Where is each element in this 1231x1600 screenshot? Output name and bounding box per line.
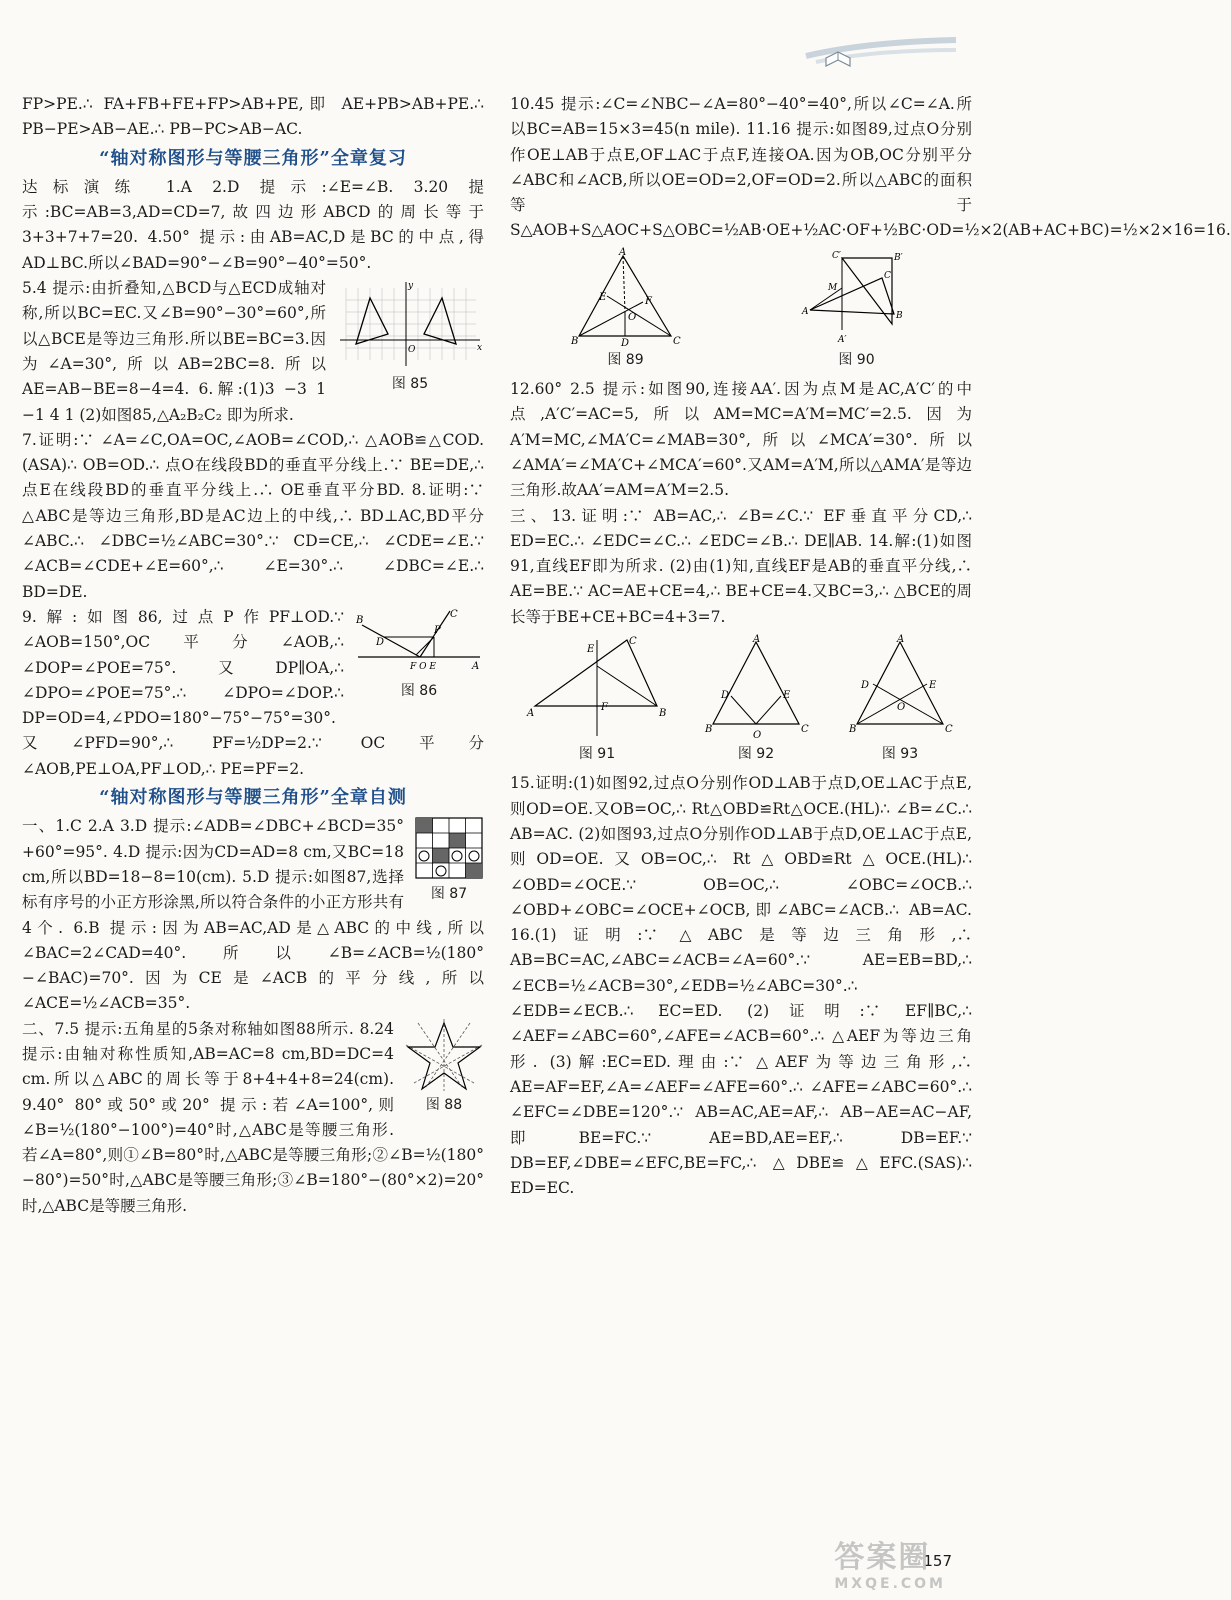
svg-text:F: F — [601, 702, 608, 714]
svg-text:C′: C′ — [831, 250, 841, 261]
section-title-selftest: “轴对称图形与等腰三角形”全章自测 — [99, 787, 407, 809]
svg-text:O: O — [897, 702, 906, 714]
figure-91 — [527, 636, 667, 767]
svg-text:A: A — [527, 708, 535, 720]
watermark-logo — [834, 1532, 946, 1592]
svg-text:B: B — [659, 708, 667, 720]
svg-text:B′: B′ — [893, 252, 903, 263]
svg-text:A: A — [472, 660, 480, 672]
figure-87 — [414, 816, 484, 907]
figure-92-diagram — [701, 636, 811, 740]
svg-text:C: C — [883, 270, 891, 281]
svg-text:A: A — [753, 634, 761, 646]
svg-text:A: A — [618, 246, 626, 258]
svg-text:D: D — [721, 690, 730, 702]
figure-88-star — [404, 1019, 484, 1091]
svg-text:y: y — [408, 281, 414, 292]
left-column — [22, 92, 484, 1219]
svg-text:D: D — [620, 337, 629, 349]
figure-90-diagram — [802, 250, 912, 346]
figure-row-89-90 — [510, 246, 972, 373]
svg-text:M: M — [827, 282, 837, 293]
svg-text:B: B — [705, 724, 713, 736]
figure-88 — [404, 1019, 484, 1118]
answer-block-3: 7.证明:∵ ∠A=∠C,OA=OC,∠AOB=∠COD,∴ △AOB≌△COD.(ASA)∴ OB=OD.∴ 点O在线段BD的垂直平分线上.∵ BE=DE,∴ 点E在线段BD的垂直平分线上.∴ OE垂直平分BD. 8.证明:∵ △ABC是等边三角形,BD是AC边上的中线,∴ BD⊥AC,BD平分∠ABC.∴ ∠DBC=½∠ABC=30°.∵ CD=CE,∴ ∠CDE=∠E.∵ ∠ACB=∠CDE+∠E=60°,∴ ∠E=30°.∴ ∠DBC=∠E.∴ BD=DE. — [22, 430, 484, 601]
svg-text:E: E — [587, 644, 595, 656]
answer-block-r1: 10.45 提示:∠C=∠NBC−∠A=80°−40°=40°,所以∠C=∠A.所以BC=AB=15×3=45(n mile). 11.16 提示:如图89,过点O分别作OE⊥AB于点E,OF⊥AC于点F,连接OA.因为OB,OC分别平分∠ABC和∠ACB,所以OE=OD=2,OF=OD=2.所以△ABC的面积等于S△AOB+S△AOC+S△OBC=½AB·OE+½AC·OF+½BC·OD=½×2(AB+AC+BC)=½×2×16=16. — [510, 95, 1231, 240]
watermark-text: 答案圈 — [834, 1540, 931, 1575]
svg-text:B: B — [356, 614, 364, 626]
figure-85-caption: 图 85 — [391, 376, 429, 393]
answer-block-1: 达标演练 1.A 2.D 提示:∠E=∠B. 3.20 提示:BC=AB=3,AD=CD=7,故四边形ABCD的周长等于3+3+7+7=20. 4.50° 提示:由AB=AC,D是BC的中点,得AD⊥BC.所以∠BAD=90°−∠B=90°−40°=50°. — [22, 177, 484, 272]
svg-text:B: B — [849, 724, 857, 736]
svg-text:B: B — [570, 335, 578, 347]
svg-text:O: O — [753, 730, 762, 742]
answer-block-6: 二、7.5 提示:五角星的5条对称轴如图88所示. 8.24 提示:由轴对称性质知,AB=AC=8 cm,BD=DC=4 cm.所以△ABC的周长等于8+4+4+8=24(cm). 9.40° 80°或50°或20° 提示:若∠A=100°,则∠B=½(180°−100°)=40°时,△ABC是等腰三角形.若∠A=80°,则①∠B=80°时,△ABC是等腰三角形;②∠B=½(180°−80°)=50°时,△ABC是等腰三角形;③∠B=180°−(80°×2)=20°时,△ABC是等腰三角形. — [22, 1019, 484, 1215]
svg-text:A′: A′ — [837, 334, 847, 345]
svg-text:C: C — [945, 724, 953, 736]
figure-85-graph — [336, 278, 484, 370]
answer-block-r3: 三、13.证明:∵ AB=AC,∴ ∠B=∠C.∵ EF垂直平分CD,∴ ED=EC.∴ ∠EDC=∠C.∴ ∠EDC=∠B.∴ DE∥AB. 14.解:(1)如图91,直线EF即为所求. (2)由(1)知,直线EF是AB的垂直平分线,∴ AE=BE.∵ AC=AE+CE=4,∴ BE+CE=4.又BC=3,∴ △BCE的周长等于BE+CE+BC=4+3=7. — [510, 506, 972, 626]
svg-text:C: C — [629, 636, 637, 648]
figure-90 — [802, 250, 912, 373]
figure-row-91-93 — [510, 636, 972, 767]
right-column — [510, 92, 1231, 1201]
section-title-review: “轴对称图形与等腰三角形”全章复习 — [99, 147, 407, 169]
header-book-icon — [806, 36, 956, 68]
figure-87-grid — [414, 816, 484, 880]
svg-text:E: E — [783, 690, 791, 702]
watermark-url: MXQE.COM — [834, 1576, 946, 1592]
answer-block-5: 一、1.C 2.A 3.D 提示:∠ADB=∠DBC+∠BCD=35°+60°=95°. 4.D 提示:因为CD=AD=8 cm,又BC=18 cm,所以BD=18−8=10(cm). 5.D 提示:如图87,选择标有序号的小正方形涂黑,所以符合条件的小正方形共有4个. 6.B 提示:因为AB=AC,AD是△ABC的中线,所以∠BAC=2∠CAD=40°.所以∠B=∠ACB=½(180°−∠BAC)=70°.因为CE是∠ACB的平分线,所以∠ACE=½∠ACB=35°. — [22, 817, 484, 1013]
figure-88-caption: 图 88 — [425, 1096, 463, 1113]
figure-91-diagram — [527, 636, 667, 740]
answer-block-r4: 15.证明:(1)如图92,过点O分别作OD⊥AB于点D,OE⊥AC于点E,则OD=OE.又OB=OC,∴ Rt△OBD≌Rt△OCE.(HL)∴ ∠B=∠C.∴ AB=AC. (2)如图93,过点O分别作OD⊥AB于点D,OE⊥AC于点E,则OD=OE.又OB=OC,∴ Rt△OBD≌Rt△OCE.(HL)∴ ∠OBD=∠OCE.∵ OB=OC,∴ ∠OBC=∠OCB.∴ ∠OBD+∠OBC=∠OCE+∠OCB,即∠ABC=∠ACB.∴ AB=AC. 16.(1)证明:∵ △ABC是等边三角形,∴ AB=BC=AC,∠ABC=∠ACB=∠A=60°.∵ AE=EB=BD,∴ ∠ECB=½∠ACB=30°,∠EDB=½∠ABC=30°.∴ ∠EDB=∠ECB.∴ EC=ED. (2)证明:∵ EF∥BC,∴ ∠AEF=∠ABC=60°,∠AFE=∠ACB=60°.∴ △AEF为等边三角形. (3)解:EC=ED.理由:∵ △AEF为等边三角形,∴ AE=AF=EF,∠A=∠AEF=∠AFE=60°.∴ ∠AFE=∠ABC=60°.∴ ∠EFC=∠DBE=120°.∵ AB=AC,AE=AF,∴ AB−AE=AC−AF,即BE=FC.∵ AE=BD,AE=EF,∴ DB=EF.∵ DB=EF,∠DBE=∠EFC,BE=FC,∴ △DBE≌△EFC.(SAS)∴ ED=EC. — [510, 774, 972, 1198]
svg-text:A: A — [801, 306, 808, 317]
figure-93-caption: 图 93 — [881, 746, 919, 763]
svg-text:A: A — [897, 634, 905, 646]
figure-89-diagram — [570, 246, 681, 349]
svg-text:F O E: F O E — [410, 661, 436, 672]
svg-text:F: F — [644, 295, 652, 307]
figure-93 — [845, 636, 955, 767]
figure-89 — [570, 246, 681, 373]
figure-90-caption: 图 90 — [838, 351, 875, 368]
svg-text:x: x — [477, 343, 483, 354]
svg-text:E: E — [929, 680, 937, 692]
svg-text:E: E — [598, 291, 606, 303]
figure-85 — [336, 278, 484, 397]
svg-text:P: P — [434, 624, 441, 636]
intro-paragraph: FP>PE.∴ FA+FB+FE+FP>AB+PE,即 AE+PB>AB+PE.∴ PB−PE>AB−AE.∴ PB−PC>AB−AC. — [22, 95, 484, 139]
answer-block-4: 9.解:如图86,过点P作PF⊥OD.∵ ∠AOB=150°,OC平分∠AOB,∴ ∠DOP=∠POE=75°.又DP∥OA,∴ ∠DPO=∠POE=75°.∴ ∠DPO=∠DOP.∴ DP=OD=4,∠PDO=180°−75°−75°=30°.又∠PFD=90°,∴ PF=½DP=2.∵ OC平分∠AOB,PE⊥OA,PF⊥OD,∴ PE=PF=2. — [22, 607, 484, 778]
figure-91-caption: 图 91 — [578, 746, 616, 763]
answer-block-2: 5.4 提示:由折叠知,△BCD与△ECD成轴对称,所以BC=EC.又∠B=90°−30°=60°,所以△BCE是等边三角形.所以BE=BC=3.因为∠A=30°,所以AB=2BC=8.所以AE=AB−BE=8−4=4. 6.解:(1)3 −3 1 −1 4 1 (2)如图85,△A₂B₂C₂ 即为所求. — [22, 279, 326, 424]
figure-86 — [354, 607, 484, 704]
svg-text:C: C — [450, 608, 458, 620]
figure-86-diagram — [354, 607, 484, 677]
svg-text:O: O — [408, 345, 416, 356]
figure-93-diagram — [845, 636, 955, 740]
figure-86-caption: 图 86 — [400, 682, 438, 699]
figure-89-caption: 图 89 — [607, 351, 644, 368]
svg-text:C: C — [672, 335, 681, 347]
svg-text:D: D — [376, 636, 385, 648]
svg-text:C: C — [801, 724, 809, 736]
figure-92-caption: 图 92 — [737, 746, 775, 763]
figure-87-caption: 图 87 — [430, 886, 468, 903]
svg-text:D: D — [861, 680, 870, 692]
answer-block-r2: 12.60° 2.5 提示:如图90,连接AA′.因为点M是AC,A′C′的中点,A′C′=AC=5,所以AM=MC=A′M=MC′=2.5.因为A′M=MC,∠MA′C=∠MAB=30°,所以∠MCA′=30°.所以∠AMA′=∠MA′C+∠MCA′=60°.又AM=A′M,所以△AMA′是等边三角形.故AA′=AM=A′M=2.5. — [510, 380, 972, 500]
figure-92 — [701, 636, 811, 767]
svg-text:O: O — [627, 311, 636, 323]
page-number: 157 — [923, 1552, 952, 1570]
svg-text:B: B — [895, 310, 903, 321]
